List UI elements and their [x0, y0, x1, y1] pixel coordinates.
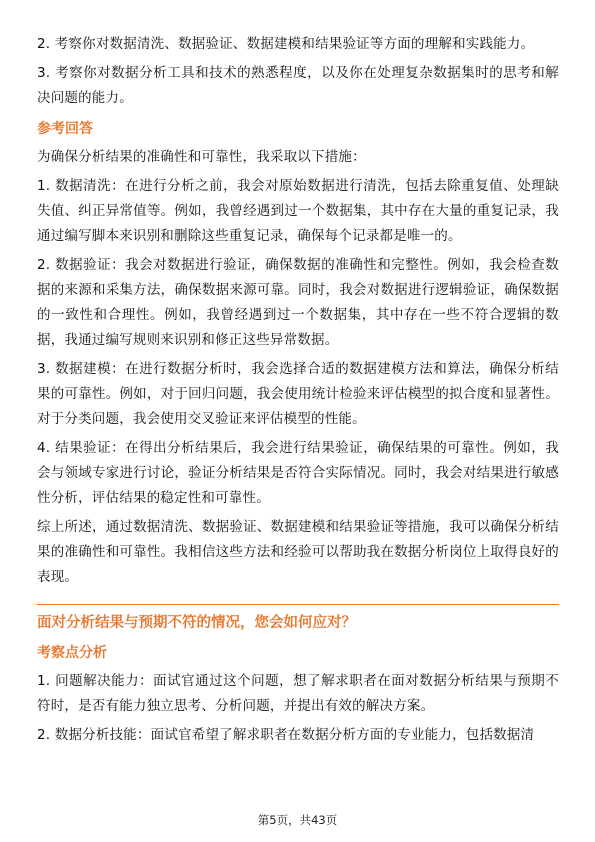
analysis-heading: 考察点分析 — [37, 645, 107, 661]
section-divider — [37, 604, 559, 605]
answer-intro: 为确保分析结果的准确性和可靠性，我采取以下措施： — [37, 149, 366, 165]
answer-heading: 参考回答 — [37, 121, 93, 137]
answer-item: 1. 数据清洗：在进行分析之前，我会对原始数据进行清洗，包括去除重复值、处理缺失值、纠正异常值等。例如，我曾经遇到过一个数据集，其中存在大量的重复记录，我通过编写脚本来识别和删除这些重复记录，确保每个记录都是唯一的。 — [37, 178, 559, 244]
criteria-item: 3. 考察你对数据分析工具和技术的熟悉程度，以及你在处理复杂数据集时的思考和解决问题的能力。 — [37, 65, 559, 106]
answer-item: 3. 数据建模：在进行数据分析时，我会选择合适的数据建模方法和算法，确保分析结果的可靠性。例如，对于回归问题，我会使用统计检验来评估模型的拟合度和显著性。对于分类问题，我会使用交叉验证来评估模型的性能。 — [37, 361, 559, 427]
question-title: 面对分析结果与预期不符的情况，您会如何应对？ — [37, 615, 356, 631]
page-number: 第5页，共43页 — [257, 813, 338, 827]
answer-conclusion: 综上所述，通过数据清洗、数据验证、数据建模和结果验证等措施，我可以确保分析结果的准确性和可靠性。我相信这些方法和经验可以帮助我在数据分析岗位上取得良好的表现。 — [37, 519, 559, 585]
answer-item: 2. 数据验证：我会对数据进行验证，确保数据的准确性和完整性。例如，我会检查数据的来源和采集方法，确保数据来源可靠。同时，我会对数据进行逻辑验证，确保数据的一致性和合理性。例如，我曾经遇到过一个数据集，其中存在一些不符合逻辑的数据，我通过编写规则来识别和修正这些异常数据。 — [37, 257, 559, 348]
page-content — [37, 32, 559, 752]
analysis-item: 2. 数据分析技能：面试官希望了解求职者在数据分析方面的专业能力，包括数据清 — [37, 727, 535, 743]
analysis-item: 1. 问题解决能力：面试官通过这个问题，想了解求职者在面对数据分析结果与预期不符时，是否有能力独立思考、分析问题，并提出有效的解决方案。 — [37, 673, 559, 714]
criteria-item: 2. 考察你对数据清洗、数据验证、数据建模和结果验证等方面的理解和实践能力。 — [37, 36, 535, 52]
answer-item: 4. 结果验证：在得出分析结果后，我会进行结果验证，确保结果的可靠性。例如，我会与领域专家进行讨论，验证分析结果是否符合实际情况。同时，我会对结果进行敏感性分析，评估结果的稳定性和可靠性。 — [37, 440, 559, 506]
